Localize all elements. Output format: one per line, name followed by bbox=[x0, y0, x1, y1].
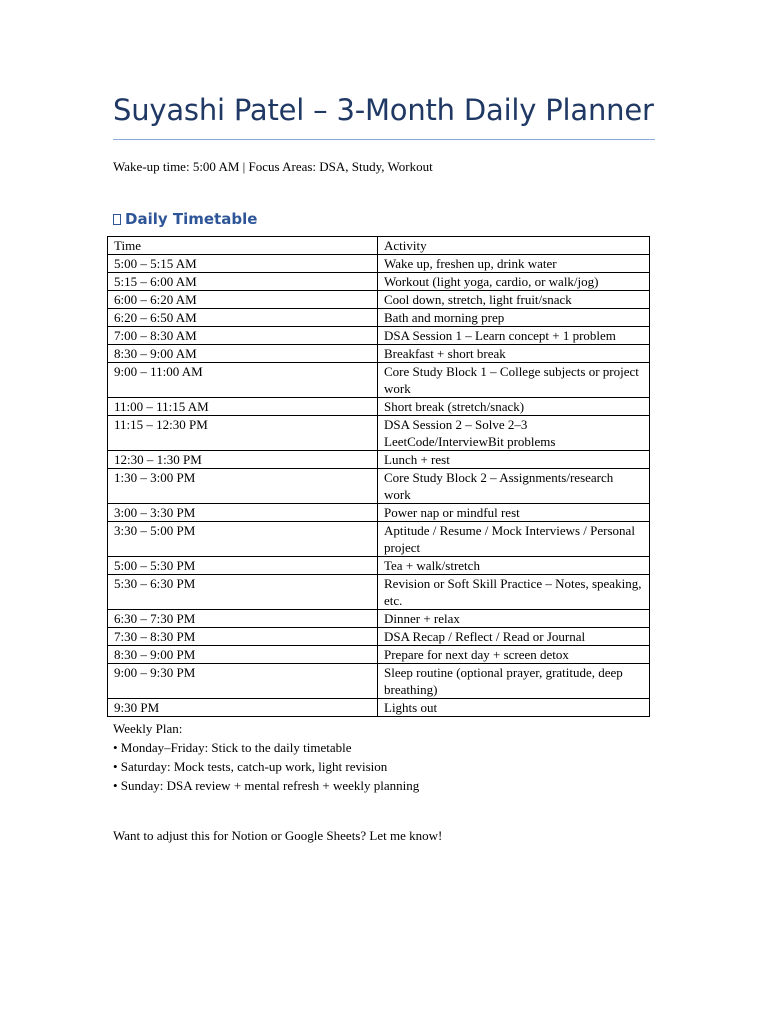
table-cell-time: 9:00 – 9:30 PM bbox=[108, 664, 378, 699]
table-row bbox=[108, 522, 650, 557]
table-cell-activity: Aptitude / Resume / Mock Interviews / Personal project bbox=[378, 522, 650, 557]
weekly-plan bbox=[113, 719, 419, 795]
table-row bbox=[108, 398, 650, 416]
table-cell-time: 8:30 – 9:00 AM bbox=[108, 345, 378, 363]
table-row bbox=[108, 451, 650, 469]
table-cell-time: 9:30 PM bbox=[108, 699, 378, 717]
daily-timetable-heading bbox=[113, 210, 257, 228]
weekly-plan-item: • Sunday: DSA review + mental refresh + weekly planning bbox=[113, 778, 420, 793]
table-cell-activity: Dinner + relax bbox=[378, 610, 650, 628]
table-cell-time: 12:30 – 1:30 PM bbox=[108, 451, 378, 469]
table-cell-time: 5:15 – 6:00 AM bbox=[108, 273, 378, 291]
table-cell-activity: Lunch + rest bbox=[378, 451, 650, 469]
weekly-plan-item: • Saturday: Mock tests, catch-up work, light revision bbox=[113, 759, 388, 774]
table-cell-time: 11:00 – 11:15 AM bbox=[108, 398, 378, 416]
table-cell-activity: DSA Recap / Reflect / Read or Journal bbox=[378, 628, 650, 646]
table-cell-activity: Revision or Soft Skill Practice – Notes, speaking, etc. bbox=[378, 575, 650, 610]
table-cell-time: 7:00 – 8:30 AM bbox=[108, 327, 378, 345]
table-cell-activity: Cool down, stretch, light fruit/snack bbox=[378, 291, 650, 309]
table-cell-activity: Wake up, freshen up, drink water bbox=[378, 255, 650, 273]
table-cell-time: 7:30 – 8:30 PM bbox=[108, 628, 378, 646]
closing-note: Want to adjust this for Notion or Google Sheets? Let me know! bbox=[113, 828, 443, 843]
table-cell-activity: Core Study Block 1 – College subjects or project work bbox=[378, 363, 650, 398]
table-header-time: Time bbox=[108, 237, 378, 255]
table-cell-activity: Prepare for next day + screen detox bbox=[378, 646, 650, 664]
table-row bbox=[108, 363, 650, 398]
table-cell-activity: Core Study Block 2 – Assignments/research work bbox=[378, 469, 650, 504]
daily-timetable-heading-label: Daily Timetable bbox=[125, 210, 258, 228]
weekly-plan-heading: Weekly Plan: bbox=[113, 721, 183, 736]
table-cell-activity: Power nap or mindful rest bbox=[378, 504, 650, 522]
table-row bbox=[108, 610, 650, 628]
table-cell-time: 5:00 – 5:30 PM bbox=[108, 557, 378, 575]
table-row bbox=[108, 646, 650, 664]
timetable-body bbox=[108, 237, 650, 717]
table-row bbox=[108, 255, 650, 273]
table-cell-time: 8:30 – 9:00 PM bbox=[108, 646, 378, 664]
table-row bbox=[108, 469, 650, 504]
title-divider bbox=[113, 139, 655, 140]
table-row bbox=[108, 327, 650, 345]
table-cell-activity: Breakfast + short break bbox=[378, 345, 650, 363]
table-cell-time: 3:30 – 5:00 PM bbox=[108, 522, 378, 557]
table-row bbox=[108, 345, 650, 363]
table-cell-time: 5:00 – 5:15 AM bbox=[108, 255, 378, 273]
table-cell-time: 9:00 – 11:00 AM bbox=[108, 363, 378, 398]
table-cell-time: 11:15 – 12:30 PM bbox=[108, 416, 378, 451]
table-cell-time: 5:30 – 6:30 PM bbox=[108, 575, 378, 610]
missing-glyph-icon bbox=[113, 214, 121, 225]
table-cell-activity: Workout (light yoga, cardio, or walk/jog) bbox=[378, 273, 650, 291]
table-row bbox=[108, 504, 650, 522]
table-header-row bbox=[108, 237, 650, 255]
table-header-activity: Activity bbox=[378, 237, 650, 255]
table-cell-activity: Short break (stretch/snack) bbox=[378, 398, 650, 416]
table-cell-time: 1:30 – 3:00 PM bbox=[108, 469, 378, 504]
table-row bbox=[108, 575, 650, 610]
table-cell-activity: Bath and morning prep bbox=[378, 309, 650, 327]
table-row bbox=[108, 699, 650, 717]
wake-up-focus-line: Wake-up time: 5:00 AM | Focus Areas: DSA, Study, Workout bbox=[113, 159, 433, 174]
table-cell-time: 6:30 – 7:30 PM bbox=[108, 610, 378, 628]
table-cell-time: 3:00 – 3:30 PM bbox=[108, 504, 378, 522]
table-cell-activity: Sleep routine (optional prayer, gratitude, deep breathing) bbox=[378, 664, 650, 699]
table-cell-time: 6:20 – 6:50 AM bbox=[108, 309, 378, 327]
table-row bbox=[108, 309, 650, 327]
table-row bbox=[108, 416, 650, 451]
table-row bbox=[108, 291, 650, 309]
table-cell-activity: Tea + walk/stretch bbox=[378, 557, 650, 575]
table-cell-activity: DSA Session 1 – Learn concept + 1 problem bbox=[378, 327, 650, 345]
table-cell-activity: DSA Session 2 – Solve 2–3 LeetCode/InterviewBit problems bbox=[378, 416, 650, 451]
table-row bbox=[108, 628, 650, 646]
table-row bbox=[108, 664, 650, 699]
table-row bbox=[108, 557, 650, 575]
weekly-plan-item: • Monday–Friday: Stick to the daily timetable bbox=[113, 740, 352, 755]
table-cell-time: 6:00 – 6:20 AM bbox=[108, 291, 378, 309]
daily-timetable bbox=[107, 236, 650, 717]
page-title: Suyashi Patel – 3-Month Daily Planner bbox=[113, 93, 654, 127]
table-cell-activity: Lights out bbox=[378, 699, 650, 717]
table-row bbox=[108, 273, 650, 291]
